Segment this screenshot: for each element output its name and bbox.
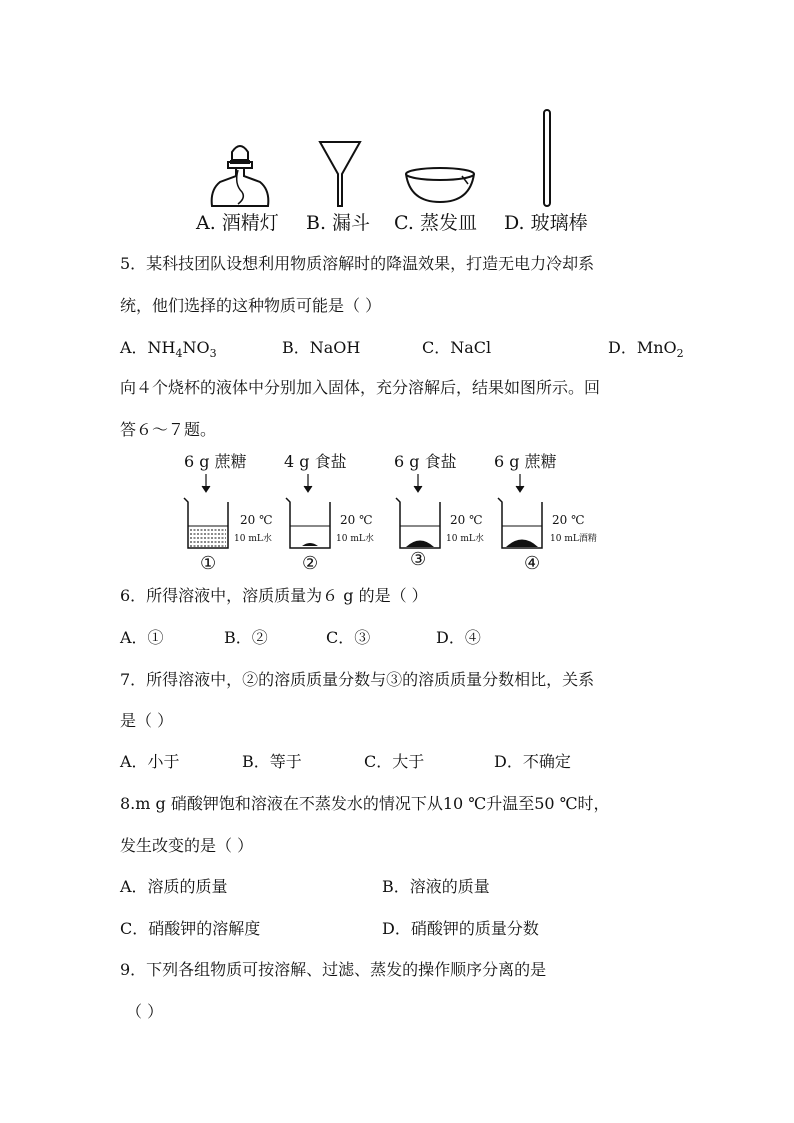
q5-stem-line1: 5．某科技团队设想利用物质溶解时的降温效果，打造无电力冷却系: [120, 254, 595, 273]
q5-option-d: D．MnO$_2$: [608, 338, 684, 360]
beaker-3-liquid: 10 mL水: [446, 534, 484, 544]
q5-option-b: B．NaOH: [282, 338, 361, 357]
q7-option-a: A．小于: [120, 752, 180, 771]
q6-option-a: A．①: [120, 628, 164, 647]
q6-option-c: C．③: [326, 628, 371, 647]
beaker-2-liquid: 10 mL水: [336, 534, 374, 544]
instrument-label-b: B. 漏斗: [306, 212, 371, 234]
beaker-2-solute: 4 g 食盐: [284, 452, 347, 471]
q6-option-b: B．②: [224, 628, 268, 647]
beaker-2-temp: 20 ℃: [340, 513, 373, 527]
beaker-2-figure: [280, 474, 340, 554]
beaker-1-figure: [178, 474, 238, 554]
q9-stem-line2: （ ）: [126, 1002, 164, 1021]
q5-option-c: C．NaCl: [422, 338, 492, 357]
q8-stem-line2: 发生改变的是（ ）: [120, 836, 254, 855]
beaker-1-liquid: 10 mL水: [234, 534, 272, 544]
q9-stem-line1: 9．下列各组物质可按溶解、过滤、蒸发的操作顺序分离的是: [120, 960, 547, 979]
beaker-1-solute: 6 g 蔗糖: [184, 452, 247, 471]
q8-stem-line1: 8.m g 硝酸钾饱和溶液在不蒸发水的情况下从10 ℃升温至50 ℃时，: [120, 794, 610, 813]
q7-option-b: B．等于: [242, 752, 302, 771]
q8-option-d: D．硝酸钾的质量分数: [382, 919, 539, 938]
q6-stem: 6．所得溶液中，溶质质量为６ g 的是（ ）: [120, 586, 428, 605]
beaker-4-number: ④: [524, 553, 541, 574]
q5-stem-line2: 统，他们选择的这种物质可能是（ ）: [120, 296, 382, 315]
q8-option-a: A．溶质的质量: [120, 877, 228, 896]
beaker-2-number: ②: [302, 553, 319, 574]
q7-option-c: C．大于: [364, 752, 425, 771]
evaporating-dish-icon: [402, 166, 478, 206]
beaker-3-solute: 6 g 食盐: [394, 452, 457, 471]
beaker-3-number: ③: [410, 549, 427, 570]
beaker-4-solute: 6 g 蔗糖: [494, 452, 557, 471]
instrument-label-d: D. 玻璃棒: [504, 212, 588, 234]
q6-option-d: D．④: [436, 628, 481, 647]
beaker-1-temp: 20 ℃: [240, 513, 273, 527]
q7-option-d: D．不确定: [494, 752, 571, 771]
intro-line1: 向４个烧杯的液体中分别加入固体，充分溶解后，结果如图所示。回: [120, 378, 601, 397]
instrument-label-a: A. 酒精灯: [196, 212, 279, 234]
glass-rod-icon: [542, 108, 552, 208]
beaker-3-figure: [390, 474, 450, 554]
q5-option-a: A．$NH_4NO_3$: [120, 338, 217, 360]
beaker-4-liquid: 10 mL酒精: [550, 534, 597, 544]
instrument-label-c: C. 蒸发皿: [394, 212, 477, 234]
funnel-icon: [318, 140, 362, 210]
q7-stem-line2: 是（ ）: [120, 711, 174, 730]
beaker-1-number: ①: [200, 553, 217, 574]
intro-line2: 答６～７题。: [120, 420, 217, 439]
alcohol-lamp-icon: [208, 140, 268, 210]
beaker-4-temp: 20 ℃: [552, 513, 585, 527]
beaker-4-figure: [492, 474, 552, 554]
beaker-3-temp: 20 ℃: [450, 513, 483, 527]
q7-stem-line1: 7．所得溶液中，②的溶质质量分数与③的溶质质量分数相比，关系: [120, 670, 595, 689]
q8-option-b: B．溶液的质量: [382, 877, 490, 896]
q8-option-c: C．硝酸钾的溶解度: [120, 919, 261, 938]
